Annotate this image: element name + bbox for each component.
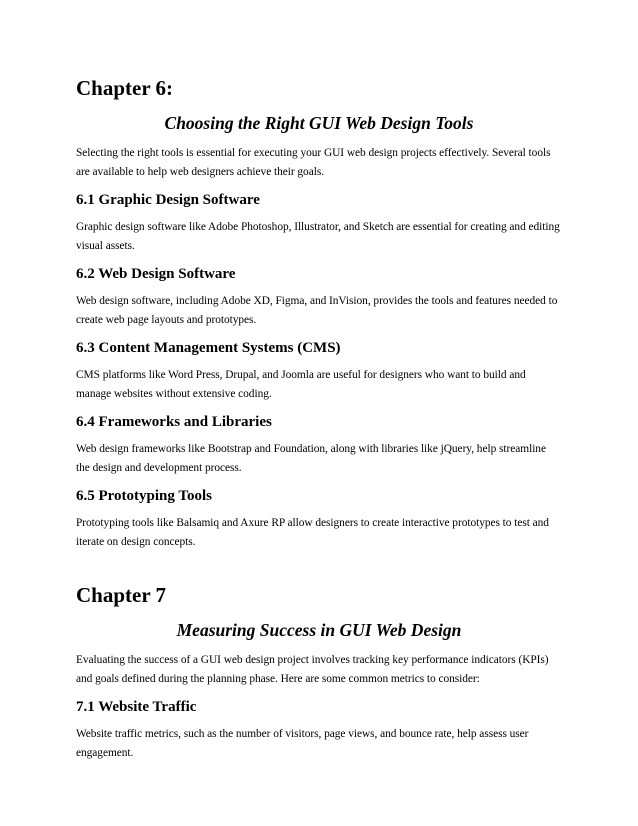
section-6-1-heading: 6.1 Graphic Design Software xyxy=(76,192,260,208)
section-6-4-body: Web design frameworks like Bootstrap and Foundation, along with libraries like jQuery, help streamline the design and development process. xyxy=(76,443,546,474)
section-7-1-heading: 7.1 Website Traffic xyxy=(76,699,197,715)
chapter-6-subtitle: Choosing the Right GUI Web Design Tools xyxy=(164,113,474,133)
chapter-7-subtitle: Measuring Success in GUI Web Design xyxy=(176,620,462,640)
section-6-5-body: Prototyping tools like Balsamiq and Axure RP allow designers to create interactive prototypes to test and iterate on design concepts. xyxy=(76,517,549,548)
chapter-7-title: Chapter 7 xyxy=(76,583,167,607)
section-7-1-body: Website traffic metrics, such as the number of visitors, page views, and bounce rate, help assess user engagement. xyxy=(76,728,529,759)
chapter-6-title: Chapter 6: xyxy=(76,76,174,100)
section-6-2-heading: 6.2 Web Design Software xyxy=(76,266,236,282)
chapter-6-intro: Selecting the right tools is essential for executing your GUI web design projects effectively. Several tools are available to help web designers achieve their goals. xyxy=(76,147,551,178)
chapter-7-intro: Evaluating the success of a GUI web design project involves tracking key performance indicators (KPIs) and goals defined during the planning phase. Here are some common metrics to consider: xyxy=(76,654,549,685)
section-6-2-body: Web design software, including Adobe XD, Figma, and InVision, provides the tools and features needed to create web page layouts and prototypes. xyxy=(76,295,558,326)
section-6-3-heading: 6.3 Content Management Systems (CMS) xyxy=(76,340,341,356)
section-6-3-body: CMS platforms like Word Press, Drupal, and Joomla are useful for designers who want to build and manage websites without extensive coding. xyxy=(76,369,526,400)
document-page xyxy=(76,72,562,762)
section-6-5-heading: 6.5 Prototyping Tools xyxy=(76,488,213,504)
section-6-4-heading: 6.4 Frameworks and Libraries xyxy=(76,414,272,430)
section-6-1-body: Graphic design software like Adobe Photoshop, Illustrator, and Sketch are essential for creating and editing visual assets. xyxy=(76,221,560,252)
